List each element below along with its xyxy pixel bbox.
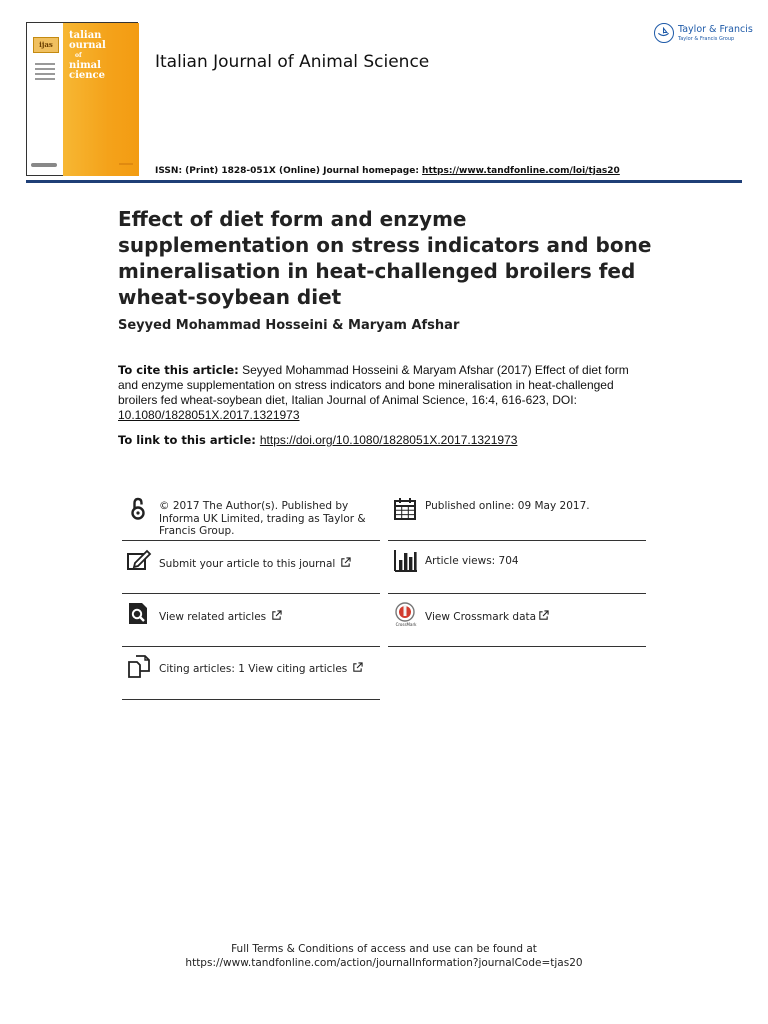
related-cell[interactable] [122, 601, 380, 647]
open-access-icon [126, 496, 152, 522]
article-doi-link[interactable]: https://doi.org/10.1080/1828051X.2017.1321973 [259, 433, 518, 447]
cover-fine-print [119, 163, 133, 165]
submit-article-label: Submit your article to this journal [159, 558, 336, 570]
cover-fine-print [35, 73, 55, 75]
cell-divider [388, 593, 646, 594]
cell-divider [122, 593, 380, 594]
crossmark-cell[interactable] [388, 601, 646, 647]
journal-title: Italian Journal of Animal Science [155, 52, 430, 72]
boat-icon [655, 24, 672, 41]
calendar-icon [392, 496, 418, 522]
cover-fine-print [35, 63, 55, 65]
footer-line-1: Full Terms & Conditions of access and use can be found at [231, 943, 537, 955]
publisher-sub: Taylor & Francis Group [678, 36, 735, 42]
issn-line [155, 166, 620, 176]
external-link-icon [538, 610, 549, 621]
cover-title-line: ournal [69, 40, 106, 51]
article-authors: Seyyed Mohammad Hosseini & Maryam Afshar [118, 318, 460, 333]
citing-articles-icon [126, 654, 152, 680]
cell-divider [122, 699, 380, 700]
citing-articles-link[interactable] [159, 662, 363, 676]
issn-text: ISSN: (Print) 1828-051X (Online) Journal homepage: [155, 166, 423, 176]
crossmark-label: View Crossmark data [425, 611, 537, 623]
license-cell [122, 496, 380, 541]
link-label: To link to this article: [118, 433, 256, 447]
cover-title-line: of [75, 52, 82, 59]
license-text: © 2017 The Author(s). Published by Informa UK Limited, trading as Taylor & Francis Group. [159, 500, 366, 537]
cell-divider [388, 540, 646, 541]
external-link-icon [271, 610, 282, 621]
cell-divider [122, 540, 380, 541]
cover-title [69, 31, 129, 81]
related-articles-icon [126, 601, 152, 627]
citing-cell[interactable] [122, 654, 380, 700]
cover-title-line: cience [69, 70, 105, 81]
cover-fine-print [35, 78, 55, 80]
cite-doi-link[interactable]: 10.1080/1828051X.2017.1321973 [118, 408, 300, 422]
submit-article-link[interactable] [159, 557, 351, 571]
crossmark-badge-text: CrossMark [395, 622, 417, 627]
journal-cover-image [26, 22, 138, 176]
article-link-line [118, 433, 517, 447]
related-articles-label: View related articles [159, 611, 267, 623]
footer-terms-link[interactable]: https://www.tandfonline.com/action/journalInformation?journalCode=tjas20 [185, 957, 583, 969]
published-text: Published online: 09 May 2017. [425, 500, 590, 512]
cover-title-line: nimal [69, 60, 101, 71]
cover-logo: ijas [33, 37, 59, 53]
published-cell [388, 496, 646, 541]
cite-label: To cite this article: [118, 363, 239, 377]
external-link-icon [340, 557, 351, 568]
citing-articles-label: Citing articles: 1 View citing articles [159, 663, 348, 675]
submit-cell[interactable] [122, 548, 380, 594]
bar-chart-icon [392, 548, 418, 574]
citation-block [118, 363, 638, 423]
article-title: Effect of diet form and enzyme supplementation on stress indicators and bone mineralisation in heat-challenged broilers fed wheat-soybean diet [118, 207, 652, 309]
header-divider [26, 180, 742, 183]
crossmark-link[interactable] [425, 610, 549, 624]
cell-divider [122, 646, 380, 647]
cell-divider [388, 646, 646, 647]
related-articles-link[interactable] [159, 610, 282, 624]
edit-icon [126, 548, 152, 574]
cover-fine-print [35, 68, 55, 70]
article-views: Article views: 704 [425, 555, 519, 567]
journal-homepage-link[interactable]: https://www.tandfonline.com/loi/tjas20 [422, 166, 620, 176]
cover-publisher-mark [31, 163, 57, 167]
cite-text: Seyyed Mohammad Hosseini & Maryam Afshar (2017) Effect of diet form and enzyme supplementation on stress indicators and bone mineralisation in heat-challenged broilers fed wheat-soybean diet, Italian Journal of Animal Science, 16:4, 616-623, DOI: [118, 363, 629, 407]
footer-terms [0, 942, 768, 970]
publisher-logo[interactable] [654, 22, 753, 48]
external-link-icon [352, 662, 363, 673]
views-cell [388, 548, 646, 594]
publisher-name: Taylor & Francis [678, 24, 753, 35]
publisher-logo-icon [654, 23, 674, 43]
cover-title-line: talian [69, 30, 102, 41]
